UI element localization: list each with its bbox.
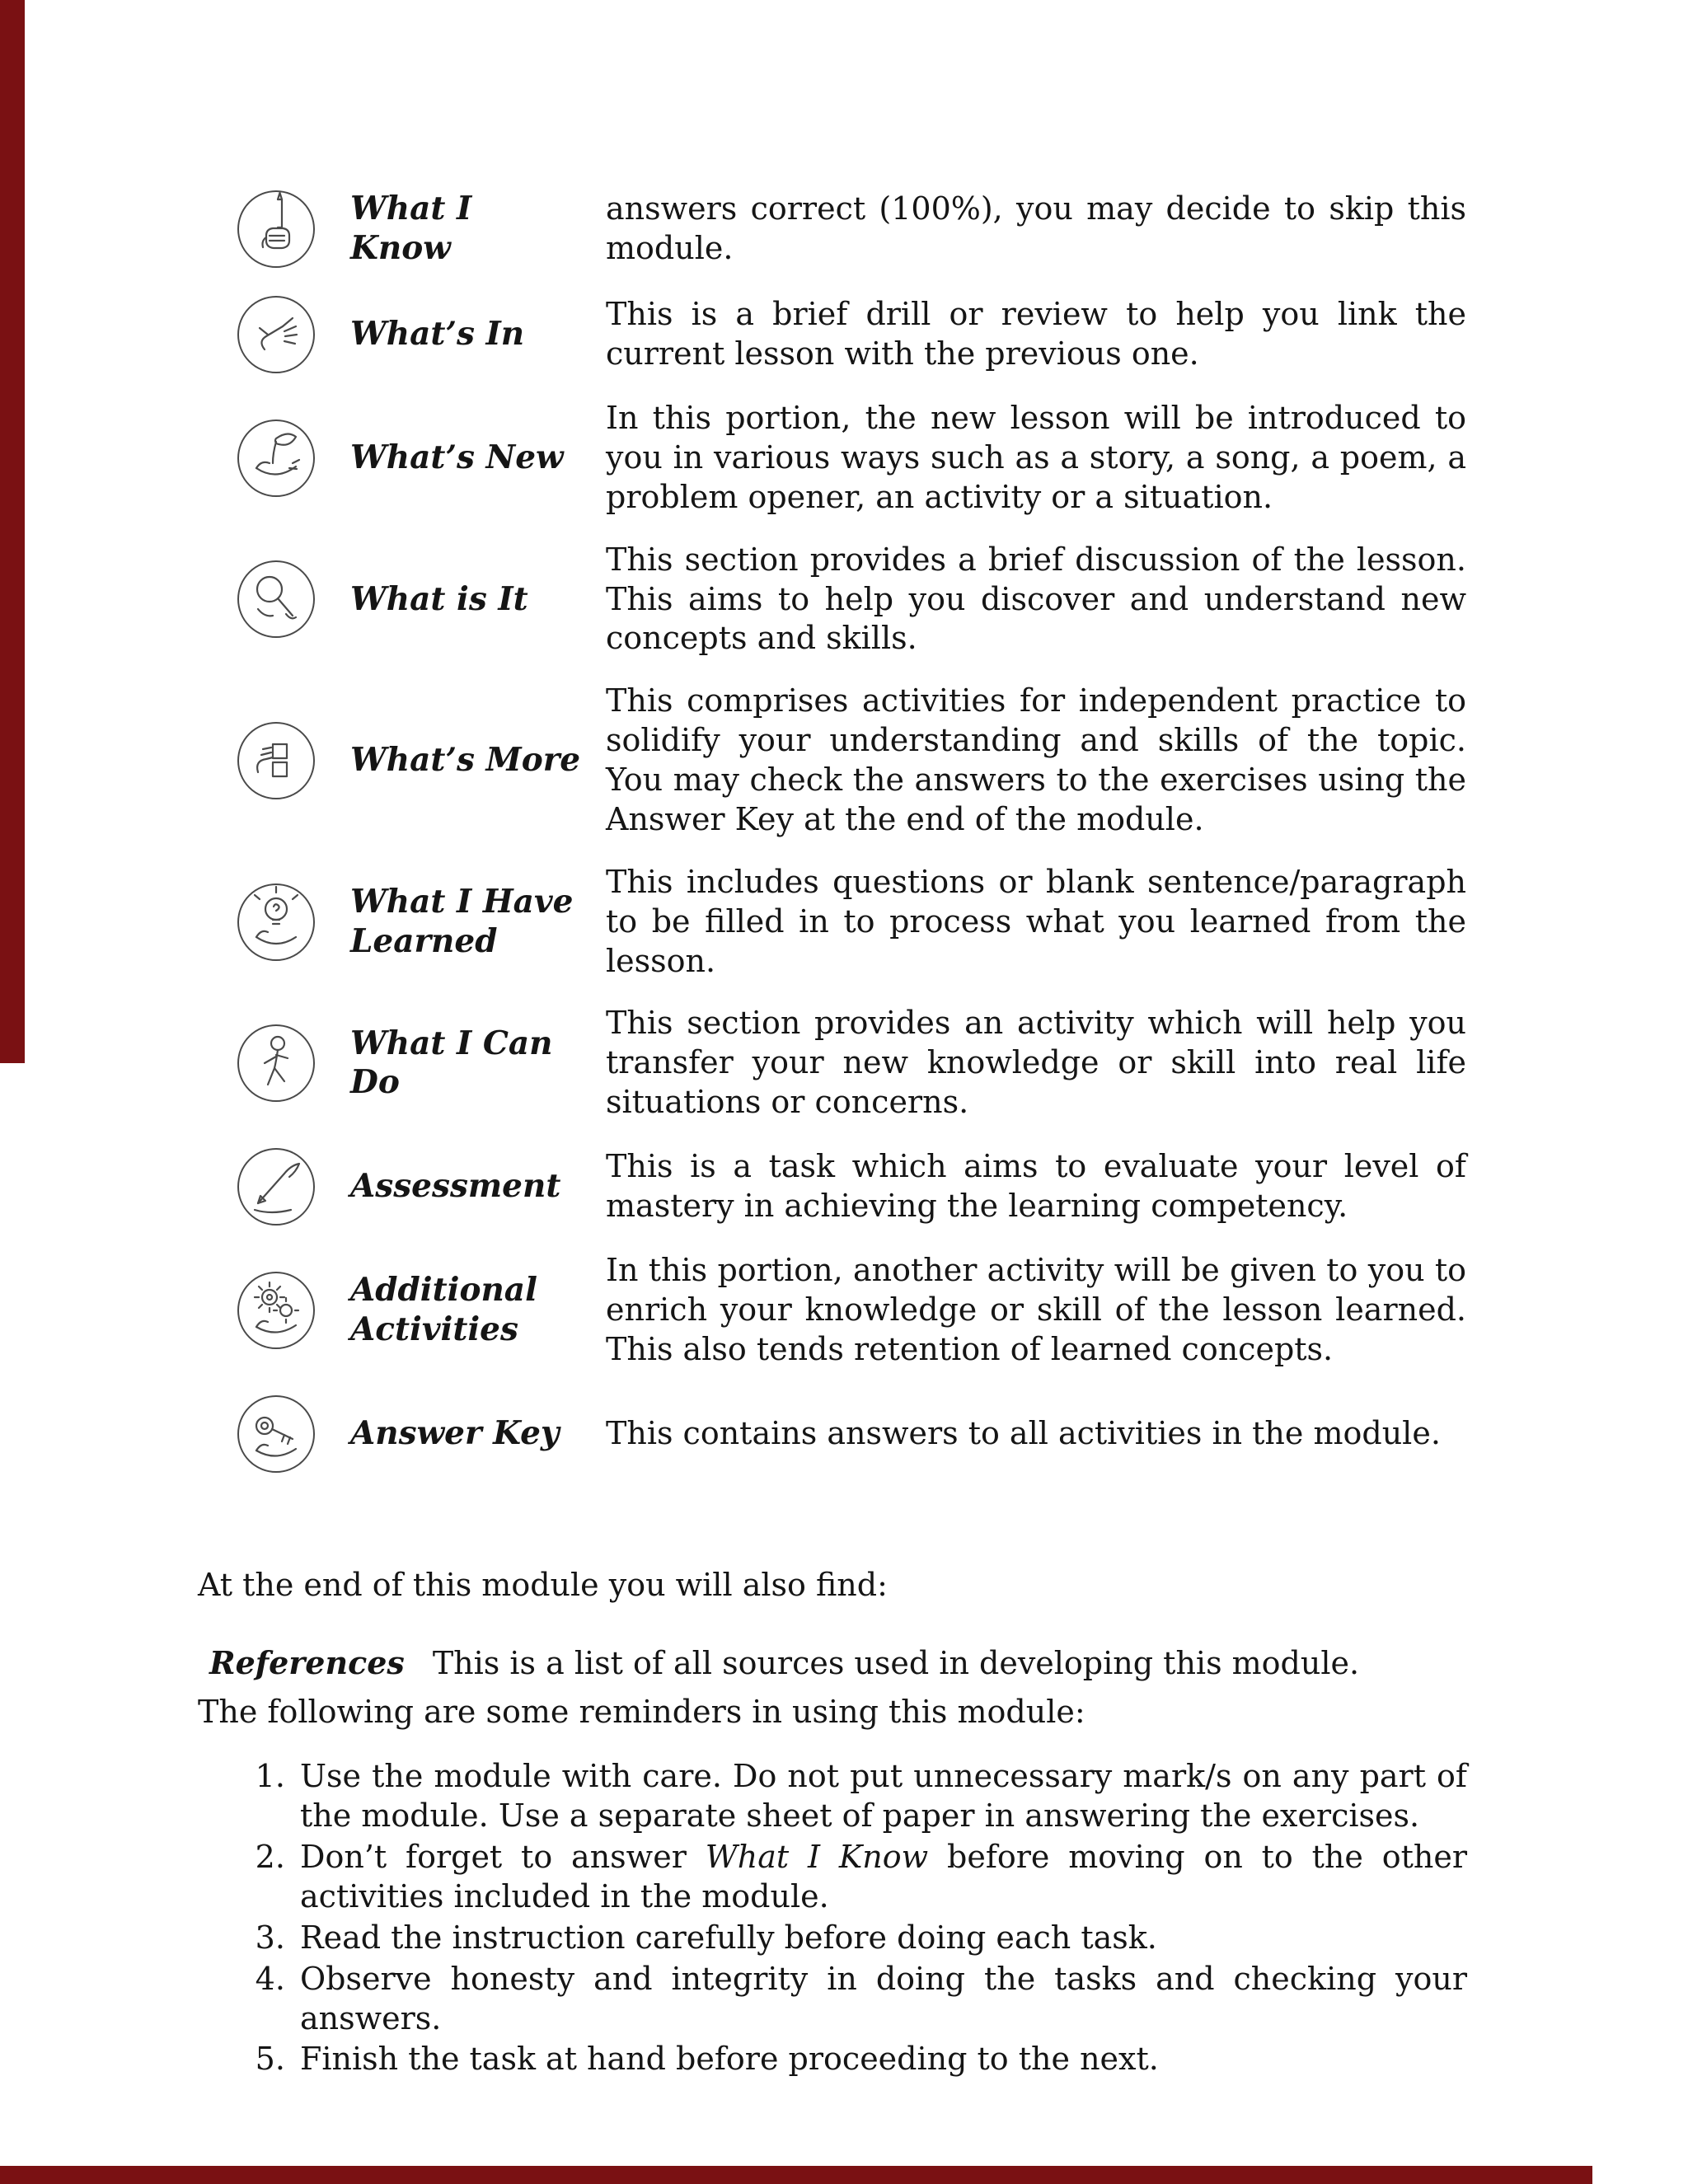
icon-guide-label: Assessment	[350, 1167, 561, 1206]
reminder-item	[295, 1960, 1467, 2039]
icon-guide-row	[198, 682, 1467, 840]
icon-guide-description: This section provides a brief discussion of the lesson. This aims to help you discover and understand new concepts and skills.	[606, 541, 1466, 657]
reminder-text: Read the instruction carefully before doing each task.	[300, 1919, 1157, 1956]
icon-cell	[235, 293, 317, 376]
icon-cell	[235, 558, 317, 640]
what-i-can-do-icon	[235, 1022, 317, 1104]
icon-guide-label: What I Can Do	[350, 1024, 553, 1102]
icon-guide-label: Additional Activities	[350, 1271, 537, 1348]
icon-cell	[235, 1393, 317, 1475]
icon-guide-description: This is a task which aims to evaluate your level of mastery in achieving the learning competency.	[606, 1148, 1466, 1224]
icon-cell	[235, 1022, 317, 1104]
answer-key-icon	[235, 1393, 317, 1475]
also-find-text: At the end of this module you will also find:	[198, 1566, 888, 1603]
reminders-list	[198, 1757, 1467, 2079]
icon-guide-label: What’s New	[350, 438, 564, 477]
reminder-text-prefix: Don’t forget to answer	[300, 1839, 706, 1875]
icon-guide-label: What’s More	[350, 741, 581, 780]
reminder-text: Use the module with care. Do not put unnecessary mark/s on any part of the module. Use a separate sheet of paper in answering the exercises.	[300, 1758, 1467, 1835]
whats-more-icon	[235, 719, 317, 802]
icon-guide-row	[198, 399, 1467, 518]
reminder-item	[295, 1757, 1467, 1836]
reminder-text-suffix: before moving on to the other activities included in the module.	[300, 1839, 1467, 1915]
additional-activities-icon	[235, 1269, 317, 1352]
icon-guide-row	[198, 293, 1467, 376]
reminder-item	[295, 2040, 1467, 2079]
icon-guide-row	[198, 188, 1467, 270]
icon-guide-label: What is It	[350, 579, 528, 618]
reminder-item	[295, 1838, 1467, 1917]
icon-guide-label: What’s In	[350, 315, 525, 354]
left-border-bar	[0, 0, 25, 1063]
icon-cell	[235, 417, 317, 499]
what-i-have-learned-icon	[235, 881, 317, 963]
icon-guide-description: This is a brief drill or review to help you link the current lesson with the previous one.	[606, 296, 1466, 372]
icon-cell	[235, 188, 317, 270]
reminder-text: Finish the task at hand before proceeding to the next.	[300, 2041, 1159, 2078]
icon-cell	[235, 881, 317, 963]
icon-guide-row	[198, 1251, 1467, 1370]
icon-guide-description: This includes questions or blank sentence/paragraph to be filled in to process what you learned from the lesson.	[606, 863, 1466, 979]
reminder-text: Observe honesty and integrity in doing the tasks and checking your answers.	[300, 1960, 1467, 2036]
references-line	[198, 1643, 1467, 1684]
icon-guide-description: This contains answers to all activities in the module.	[606, 1414, 1441, 1451]
icon-guide-row	[198, 1004, 1467, 1122]
icon-cell	[235, 1269, 317, 1352]
icon-guide-row	[198, 863, 1467, 982]
whats-new-icon	[235, 417, 317, 499]
reminder-emphasis: What I Know	[705, 1839, 929, 1875]
what-i-know-icon	[235, 188, 317, 270]
icon-guide-description: answers correct (100%), you may decide to skip this module.	[606, 190, 1466, 266]
what-is-it-icon	[235, 558, 317, 640]
icon-guide-label: Answer Key	[350, 1413, 560, 1452]
reminder-item	[295, 1919, 1467, 1958]
assessment-icon	[235, 1146, 317, 1228]
references-label: References	[209, 1643, 405, 1681]
icon-guide-description: This section provides an activity which will help you transfer your new knowledge or skill into real life situations or concerns.	[606, 1005, 1466, 1121]
icon-guide-row	[198, 541, 1467, 659]
icon-guide-description: In this portion, the new lesson will be introduced to you in various ways such as a story, a song, a poem, a problem opener, an activity or a situation.	[606, 400, 1466, 515]
reminders-intro: The following are some reminders in using this module:	[198, 1694, 1085, 1731]
whats-in-icon	[235, 293, 317, 376]
bottom-border-bar	[0, 2166, 1592, 2184]
icon-guide-label: What I Know	[350, 190, 472, 267]
icon-cell	[235, 719, 317, 802]
icon-cell	[235, 1146, 317, 1228]
icon-guide-description: This comprises activities for independent practice to solidify your understanding and skills of the topic. You may check the answers to the exercises using the Answer Key at the end of the module.	[606, 682, 1466, 837]
icon-guide-row	[198, 1146, 1467, 1228]
icon-guide-label: What I Have Learned	[350, 882, 574, 960]
icon-guide-description: In this portion, another activity will be given to you to enrich your knowledge or skill of the lesson learned. This also tends retention of learned concepts.	[606, 1252, 1466, 1367]
references-description: This is a list of all sources used in developing this module.	[432, 1644, 1360, 1681]
icon-guide-table	[198, 188, 1467, 1475]
icon-guide-row	[198, 1393, 1467, 1475]
